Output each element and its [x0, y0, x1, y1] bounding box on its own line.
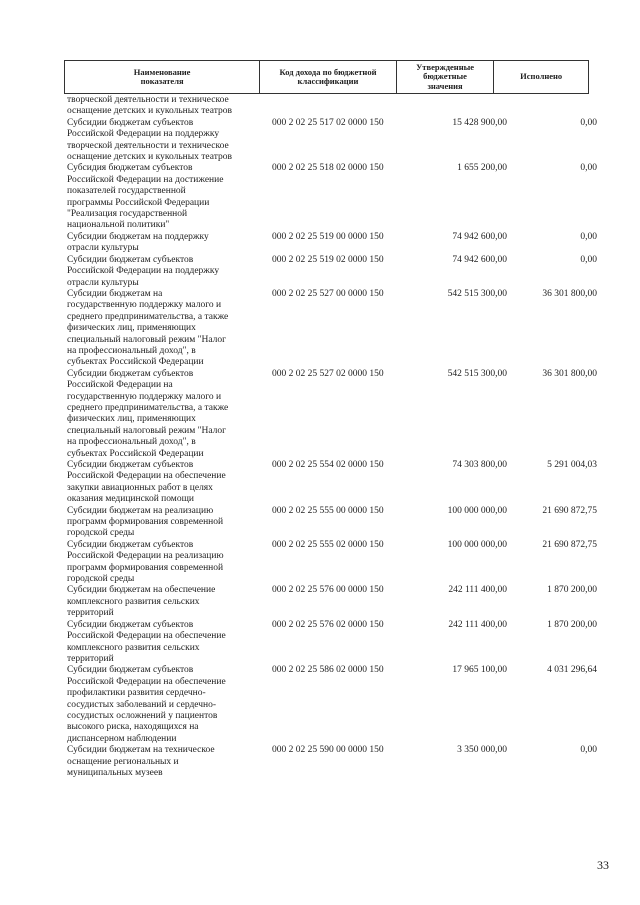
- row-code: 000 2 02 25 590 00 0000 150: [272, 745, 384, 756]
- header-code: Код дохода по бюджетной классификации: [260, 61, 396, 93]
- row-name: Субсидии бюджетам на реализацию программ формирования современной городской среды: [67, 505, 224, 539]
- row-done: 1 870 200,00: [547, 585, 597, 596]
- row-code: 000 2 02 25 518 02 0000 150: [272, 163, 384, 174]
- row-approved: 74 942 600,00: [452, 231, 507, 242]
- table-row: [67, 585, 597, 619]
- table-header: [64, 60, 589, 94]
- row-approved: 74 303 800,00: [452, 460, 507, 470]
- header-name: Наименование показателя: [65, 61, 260, 93]
- header-approved: Утвержденные бюджетные значения: [397, 61, 495, 93]
- table-row: [67, 665, 597, 745]
- row-name: Субсидии бюджетам субъектов Российской Федерации на поддержку отрасли культуры: [67, 254, 220, 288]
- row-done: 21 690 872,75: [542, 539, 597, 550]
- row-approved: 15 428 900,00: [452, 117, 507, 128]
- row-code: [272, 95, 410, 118]
- row-code: 000 2 02 25 586 02 0000 150: [272, 665, 384, 676]
- row-name: Субсидии бюджетам субъектов Российской Федерации на обеспечение закупки авиационных работ в целях оказания медицинской помощи: [67, 460, 226, 505]
- row-done: 4 031 296,64: [547, 665, 597, 676]
- row-code: 000 2 02 25 517 02 0000 150: [272, 117, 384, 128]
- row-code: 000 2 02 25 576 02 0000 150: [272, 619, 384, 630]
- row-done: [507, 95, 597, 118]
- row-name: Субсидии бюджетам на поддержку отрасли культуры: [67, 231, 209, 254]
- row-approved: 542 515 300,00: [447, 368, 507, 379]
- table-row: [67, 540, 597, 586]
- row-name: Субсидии бюджетам субъектов Российской Федерации на обеспечение профилактики развития сердечно- сосудистых заболеваний и сердечно- сосудистых осложнений у пациентов высокого риска, находящихся на диспансерном наблюдении: [67, 665, 226, 744]
- row-approved: [410, 95, 507, 118]
- table-row: [67, 369, 597, 460]
- row-code: 000 2 02 25 519 02 0000 150: [272, 254, 384, 265]
- table-row: [67, 620, 597, 666]
- table-row: [67, 163, 597, 231]
- table-row: [67, 460, 597, 506]
- row-done: 0,00: [580, 163, 597, 174]
- row-done: 0,00: [580, 254, 597, 265]
- table-row: [67, 506, 597, 540]
- row-name: Субсидии бюджетам субъектов Российской Федерации на реализацию программ формирования современной городской среды: [67, 539, 224, 585]
- row-name: Субсидии бюджетам субъектов Российской Федерации на государственную поддержку малого и среднего предпринимательства, а также физических лиц, применяющих специальный налоговый режим "Налог на профессиональный доход", в субъектах Российской Федерации: [67, 368, 229, 459]
- row-approved: 1 655 200,00: [457, 163, 507, 174]
- row-code: 000 2 02 25 555 02 0000 150: [272, 539, 384, 550]
- row-name: Субсидии бюджетам на обеспечение комплексного развития сельских территорий: [67, 585, 216, 619]
- row-approved: 74 942 600,00: [452, 254, 507, 265]
- row-name: Субсидии бюджетам субъектов Российской Федерации на поддержку творческой деятельности и техническое оснащение детских и кукольных театров: [67, 117, 232, 163]
- table-row: [67, 232, 597, 255]
- row-name: Субсидии бюджетам на государственную поддержку малого и среднего предпринимательства, а также физических лиц, применяющих специальный налоговый режим "Налог на профессиональный доход", в субъектах Российской Федерации: [67, 288, 229, 368]
- row-code: 000 2 02 25 576 00 0000 150: [272, 585, 384, 596]
- row-approved: 17 965 100,00: [452, 665, 507, 676]
- row-done: 0,00: [580, 745, 597, 756]
- table-row: [67, 289, 597, 369]
- row-approved: 242 111 400,00: [448, 585, 507, 596]
- row-name: Субсидии бюджетам на техническое оснащение региональных и муниципальных музеев: [67, 745, 215, 778]
- row-code: 000 2 02 25 554 02 0000 150: [272, 460, 384, 470]
- row-approved: 100 000 000,00: [447, 539, 507, 550]
- row-done: 21 690 872,75: [542, 505, 597, 516]
- row-approved: 242 111 400,00: [448, 619, 507, 630]
- row-done: 36 301 800,00: [542, 288, 597, 299]
- row-code: 000 2 02 25 527 00 0000 150: [272, 288, 384, 299]
- row-done: 36 301 800,00: [542, 368, 597, 379]
- row-code: 000 2 02 25 555 00 0000 150: [272, 505, 384, 516]
- table-row: [67, 95, 597, 118]
- row-code: 000 2 02 25 519 00 0000 150: [272, 231, 384, 242]
- header-done: Исполнено: [520, 71, 563, 82]
- page-number: 33: [597, 858, 609, 872]
- row-approved: 100 000 000,00: [447, 505, 507, 516]
- row-name: Субсидии бюджетам субъектов Российской Федерации на обеспечение комплексного развития сельских территорий: [67, 619, 226, 664]
- row-approved: 3 350 000,00: [457, 745, 507, 756]
- row-done: 5 291 004,03: [547, 460, 597, 470]
- table-row: [67, 255, 597, 289]
- row-approved: 542 515 300,00: [447, 288, 507, 299]
- row-done: 1 870 200,00: [547, 619, 597, 630]
- table-body: [67, 95, 597, 779]
- row-done: 0,00: [580, 231, 597, 242]
- row-name: Субсидия бюджетам субъектов Российской Федерации на достижение показателей государственной программы Российской Федерации "Реализация государственной национальной политики": [67, 163, 224, 231]
- table-row: [67, 118, 597, 164]
- table-row: [67, 745, 597, 779]
- row-code: 000 2 02 25 527 02 0000 150: [272, 368, 384, 379]
- row-name: творческой деятельности и техническое оснащение детских и кукольных театров: [67, 95, 232, 117]
- row-done: 0,00: [580, 117, 597, 128]
